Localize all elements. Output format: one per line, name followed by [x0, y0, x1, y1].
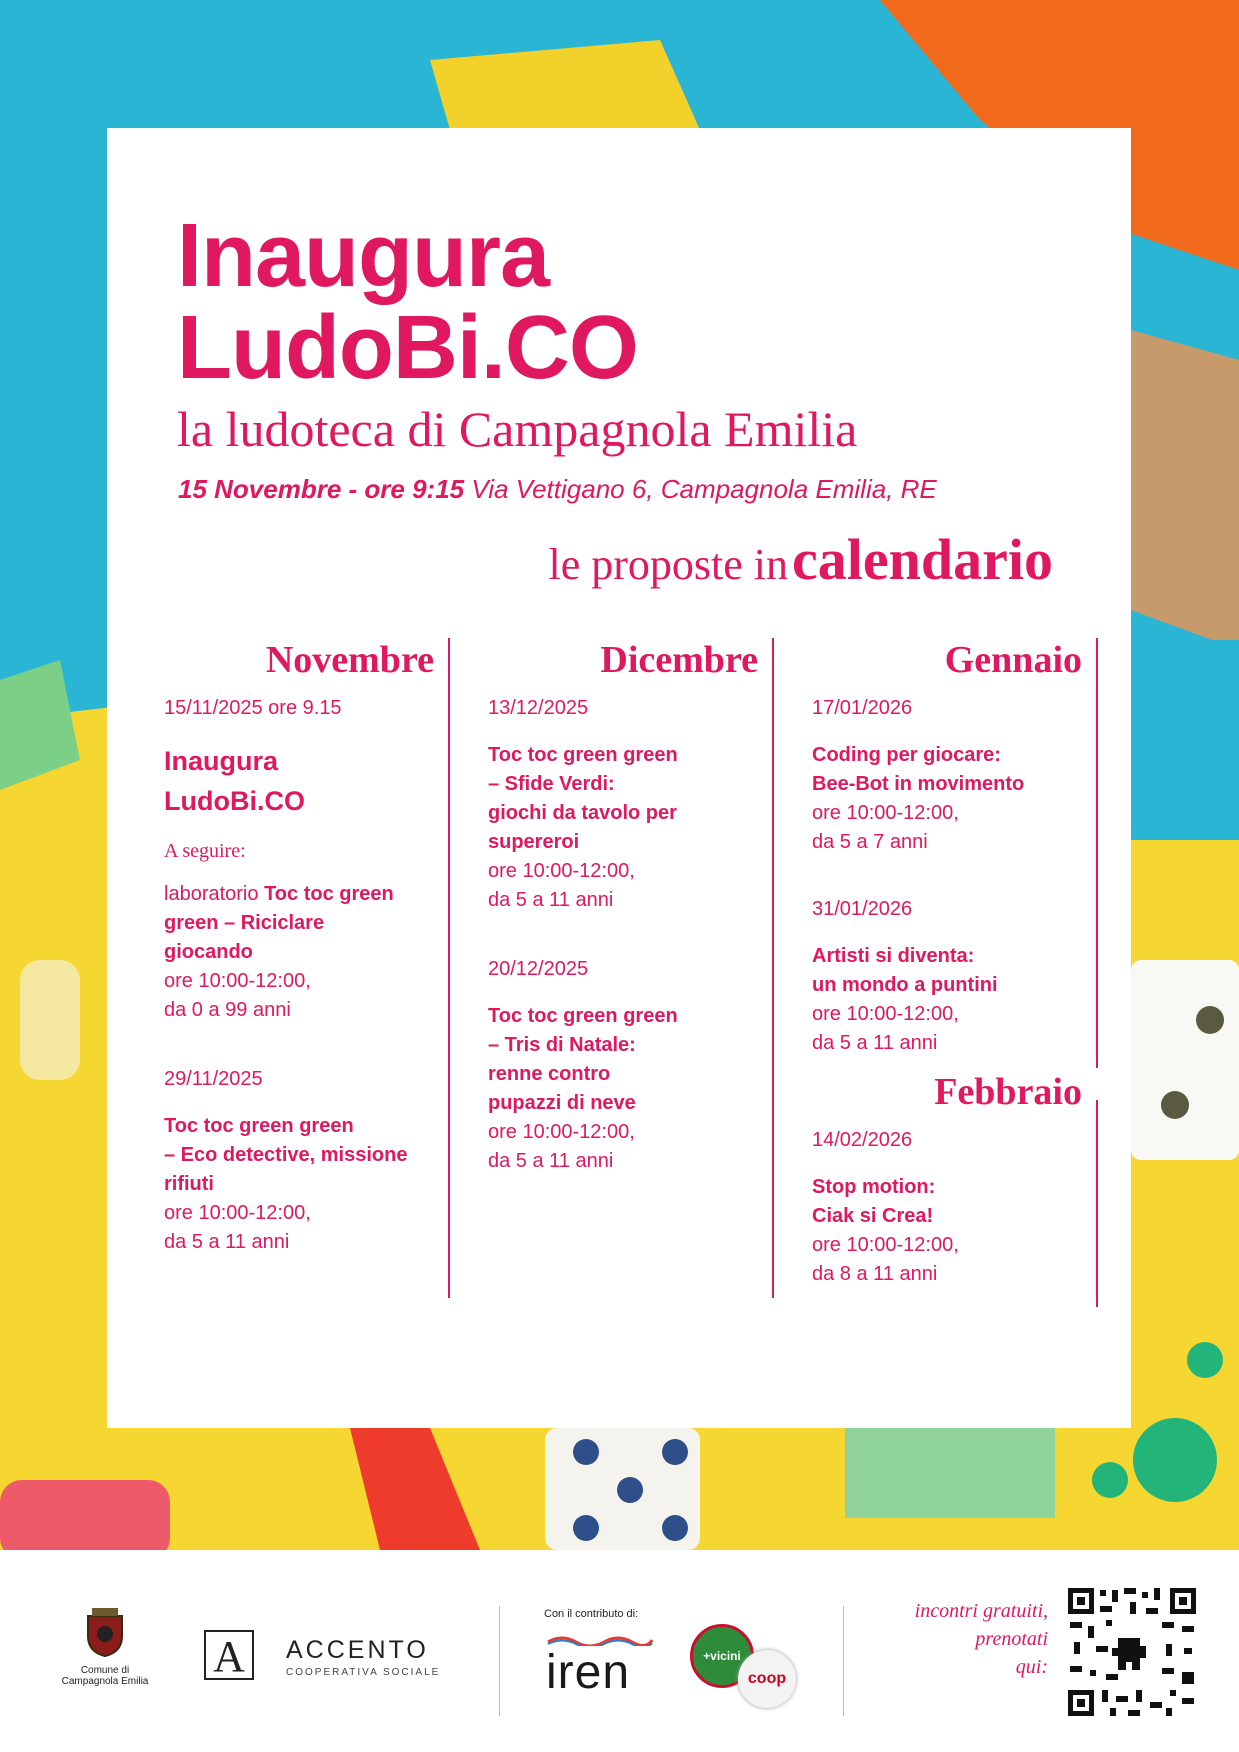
comune-label-2: Campagnola Emilia [61, 1676, 149, 1687]
calendar-heading [549, 526, 1054, 593]
event-age: da 5 a 7 anni [812, 831, 928, 853]
event-title-line: – Tris di Natale: [488, 1034, 636, 1056]
title-line-1: Inaugura [177, 206, 550, 306]
calendar-prefix: le proposte in [548, 540, 789, 589]
event-age: da 5 a 11 anni [488, 1150, 614, 1172]
lab-title-line: green – Riciclare [164, 912, 325, 934]
footer [0, 1550, 1239, 1752]
event-title-line: pupazzi di neve [488, 1092, 636, 1114]
iren-logo [546, 1632, 656, 1699]
event-date: 13/12/2025 [488, 697, 589, 719]
event-address: Via Vettigano 6, Campagnola Emilia, RE [471, 474, 937, 504]
comune-label-1: Comune di [80, 1665, 130, 1676]
column-gennaio [812, 638, 1082, 1289]
event-date: 15 Novembre - ore 9:15 [178, 474, 465, 504]
month-heading: Febbraio [934, 1071, 1082, 1113]
event-age: da 0 a 99 anni [164, 999, 291, 1021]
event-title-line: Toc toc green green [488, 1005, 678, 1027]
event-title-line: – Eco detective, missione [164, 1144, 408, 1166]
event-title-line: giochi da tavolo per [488, 802, 677, 824]
event-title-line: Toc toc green green [488, 744, 678, 766]
qr-code[interactable] [1066, 1586, 1198, 1718]
event-name-line: Inaugura [164, 746, 279, 776]
event-date: 29/11/2025 [164, 1068, 263, 1090]
footer-divider [499, 1606, 500, 1716]
lab-title-line: giocando [164, 941, 253, 963]
accento-name: ACCENTO [286, 1636, 429, 1664]
event-title-line: rifiuti [164, 1173, 214, 1195]
lab-title: Toc toc green [264, 883, 394, 905]
event-title-line: Stop motion: [812, 1176, 936, 1198]
coop-logos [688, 1624, 803, 1714]
event-title-line: Bee-Bot in movimento [812, 773, 1025, 795]
column-dicembre [488, 638, 758, 1176]
coat-of-arms-icon [82, 1606, 128, 1658]
column-divider [448, 638, 450, 1298]
event-title-line: un mondo a puntini [812, 974, 998, 996]
event-date: 17/01/2026 [812, 697, 913, 719]
event-title-line: renne contro [488, 1063, 611, 1085]
event-name [164, 741, 434, 821]
event-date: 15/11/2025 ore 9.15 [164, 697, 342, 719]
event-title-line: supereroi [488, 831, 580, 853]
month-heading: Novembre [265, 639, 434, 681]
event-time: ore 10:00-12:00, [812, 802, 959, 824]
event-date: 14/02/2026 [812, 1129, 913, 1151]
booking-line: prenotati [975, 1628, 1048, 1650]
event-title-line: Coding per giocare: [812, 744, 1001, 766]
event-time: ore 10:00-12:00, [164, 970, 311, 992]
comune-logo [55, 1606, 155, 1687]
event-title-line: Artisti si diventa: [812, 945, 975, 967]
month-heading: Dicembre [600, 639, 758, 681]
event-age: da 8 a 11 anni [812, 1263, 938, 1285]
iren-waves-icon [546, 1632, 654, 1646]
column-divider [1096, 1100, 1098, 1307]
event-time: ore 10:00-12:00, [812, 1234, 959, 1256]
poster-title [177, 206, 638, 398]
event-age: da 5 a 11 anni [812, 1032, 938, 1054]
event-time: ore 10:00-12:00, [812, 1003, 959, 1025]
event-time: ore 10:00-12:00, [164, 1202, 311, 1224]
booking-line: incontri gratuiti, [914, 1600, 1048, 1622]
accento-subtitle: COOPERATIVA SOCIALE [286, 1667, 441, 1678]
footer-divider [843, 1606, 844, 1716]
column-divider [1096, 638, 1098, 1068]
follow-label: A seguire: [164, 840, 246, 862]
event-dateline [178, 474, 937, 505]
event-title-line: Toc toc green green [164, 1115, 354, 1137]
event-age: da 5 a 11 anni [164, 1231, 290, 1253]
poster-card [107, 128, 1131, 1428]
month-heading: Gennaio [944, 639, 1082, 681]
coop-badge: coop [738, 1650, 796, 1708]
title-line-2: LudoBi.CO [177, 298, 638, 398]
event-title-line: Ciak si Crea! [812, 1205, 934, 1227]
booking-note [860, 1597, 1048, 1681]
event-date: 20/12/2025 [488, 958, 589, 980]
event-time: ore 10:00-12:00, [488, 860, 635, 882]
calendar-word: calendario [792, 527, 1053, 592]
accento-logo [204, 1630, 464, 1690]
lab-prefix: laboratorio [164, 883, 259, 905]
poster-subtitle: la ludoteca di Campagnola Emilia [177, 401, 858, 457]
event-title-line: – Sfide Verdi: [488, 773, 615, 795]
vicini-badge: +vicini [690, 1624, 754, 1688]
event-date: 31/01/2026 [812, 898, 913, 920]
column-novembre [164, 638, 434, 1257]
accento-mark: A [204, 1630, 254, 1680]
lab-description [164, 880, 434, 909]
contribution-label: Con il contributo di: [544, 1608, 639, 1620]
column-divider [772, 638, 774, 1298]
event-time: ore 10:00-12:00, [488, 1121, 635, 1143]
iren-wordmark: iren [546, 1646, 631, 1699]
booking-line: qui: [1015, 1656, 1048, 1678]
event-age: da 5 a 11 anni [488, 889, 614, 911]
event-name-line: LudoBi.CO [164, 786, 305, 816]
